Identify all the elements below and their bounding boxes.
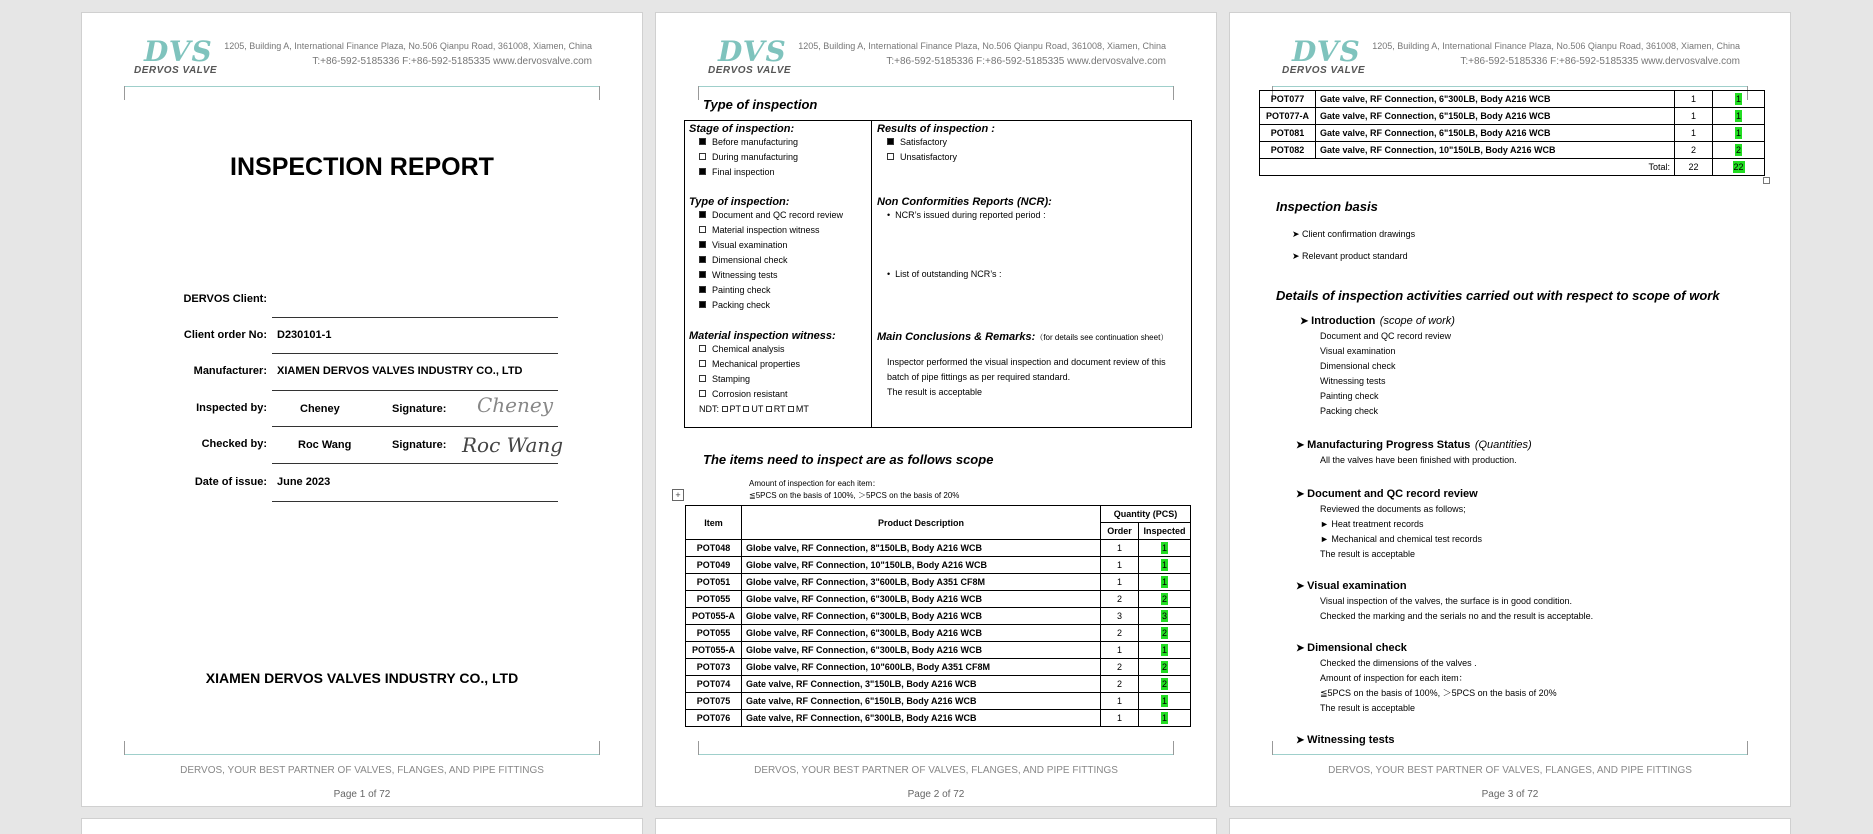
- inspected-rule: [272, 426, 558, 427]
- ndt-option: MT: [795, 404, 809, 414]
- footer-tagline: DERVOS, YOUR BEST PARTNER OF VALVES, FLANGES, AND PIPE FITTINGS: [180, 765, 544, 776]
- doc-arrow: ➤: [1296, 489, 1308, 500]
- basis-label: Relevant product standard: [1302, 251, 1408, 261]
- progress-text: All the valves have been finished with production.: [1320, 455, 1517, 465]
- dim-list: [1296, 656, 1770, 716]
- progress-block: [1296, 435, 1770, 468]
- total-inspected: 22: [1733, 162, 1744, 172]
- table-row: [1260, 108, 1765, 125]
- detail-line: The result is acceptable: [1320, 549, 1416, 559]
- order-qty: 2: [1101, 625, 1139, 642]
- inspected-qty: 2: [1161, 679, 1167, 689]
- inspected-qty: 1: [1735, 111, 1741, 121]
- unchecked-box-icon: [699, 345, 706, 352]
- inspected-value: Cheney: [300, 403, 340, 415]
- witness-title: Witnessing tests: [1307, 734, 1395, 746]
- intro-note: (scope of work): [1379, 315, 1455, 327]
- footer-divider: [698, 741, 1174, 755]
- unchecked-box-icon: [699, 390, 706, 397]
- items-scope-title: The items need to inspect are as follows scope: [703, 452, 994, 467]
- unchecked-box-icon: [887, 153, 894, 160]
- total-label: Total:: [1260, 159, 1675, 176]
- basis-list: [1292, 223, 1415, 267]
- signature-image-2: Roc Wang: [462, 433, 564, 457]
- result-item: [877, 150, 1187, 165]
- item-description: Gate valve, RF Connection, 6"150LB, Body A216 WCB: [1316, 125, 1675, 142]
- dim-arrow: ➤: [1296, 643, 1308, 654]
- items-table-body: [1260, 91, 1765, 159]
- inspected-qty: 1: [1161, 543, 1167, 553]
- inspected-cell: [1713, 91, 1765, 108]
- table-row: [686, 625, 1191, 642]
- unchecked-box-icon: [699, 153, 706, 160]
- inspected-cell: [1139, 608, 1191, 625]
- type-label: Witnessing tests: [712, 270, 778, 280]
- ndt-option: PT: [729, 404, 741, 414]
- item-code: POT048: [686, 540, 742, 557]
- signature-image-1: Cheney: [477, 393, 554, 417]
- type-label: Packing check: [712, 300, 771, 310]
- page-5-top: [655, 818, 1217, 834]
- detail-line: Document and QC record review: [1320, 331, 1452, 341]
- ncr-outstanding-text: List of outstanding NCR’s :: [895, 269, 1002, 279]
- header-address: 1205, Building A, International Finance Plaza, No.506 Qianpu Road, 361008, Xiamen, China: [798, 41, 1166, 51]
- type-label: Material inspection witness: [712, 225, 820, 235]
- type-item: [689, 283, 869, 298]
- detail-line: Witnessing tests: [1320, 376, 1386, 386]
- results-title: Results of inspection :: [877, 123, 995, 135]
- order-qty: 1: [1101, 574, 1139, 591]
- date-label: Date of issue:: [194, 476, 267, 488]
- item-code: POT055-A: [686, 608, 742, 625]
- result-label: Satisfactory: [900, 137, 948, 147]
- order-qty: 1: [1101, 710, 1139, 727]
- header-address: 1205, Building A, International Finance Plaza, No.506 Qianpu Road, 361008, Xiamen, China: [224, 41, 592, 51]
- table-row: [686, 540, 1191, 557]
- items-table: [685, 505, 1191, 727]
- item-code: POT055: [686, 591, 742, 608]
- unchecked-box-icon: [699, 375, 706, 382]
- item-description: Globe valve, RF Connection, 10"600LB, Body A351 CF8M: [742, 659, 1101, 676]
- col-quantity: Quantity (PCS): [1101, 506, 1191, 523]
- ndt-row: [689, 402, 869, 417]
- checked-box-icon: [699, 271, 706, 278]
- company-name: XIAMEN DERVOS VALVES INDUSTRY CO., LTD: [205, 670, 519, 686]
- header-address: 1205, Building A, International Finance Plaza, No.506 Qianpu Road, 361008, Xiamen, China: [1372, 41, 1740, 51]
- checked-box-icon: [699, 211, 706, 218]
- inspected-cell: [1139, 591, 1191, 608]
- visual-list: [1296, 594, 1770, 624]
- type-label: Visual examination: [712, 240, 788, 250]
- item-code: POT074: [686, 676, 742, 693]
- conclusions-section: [877, 327, 1189, 400]
- type-item: [689, 238, 869, 253]
- table-row: [686, 591, 1191, 608]
- ndt-option: RT: [773, 404, 786, 414]
- signature-label-1: Signature:: [392, 403, 447, 415]
- detail-line: Painting check: [1320, 391, 1379, 401]
- order-qty: 2: [1101, 591, 1139, 608]
- page-4-top: [81, 818, 643, 834]
- item-code: POT073: [686, 659, 742, 676]
- order-qty: 1: [1101, 540, 1139, 557]
- order-rule: [272, 353, 558, 354]
- detail-line: ► Mechanical and chemical test records: [1320, 534, 1482, 544]
- conclusions-title: Main Conclusions & Remarks:: [877, 331, 1036, 343]
- amount-line-1: Amount of inspection for each item：: [749, 479, 881, 488]
- conclusions-note: （for details see continuation sheet）: [1035, 333, 1169, 342]
- type-label: Painting check: [712, 285, 771, 295]
- type-list: [689, 208, 869, 313]
- result-item: [877, 135, 1187, 150]
- checked-box-icon: [699, 286, 706, 293]
- intro-list: [1300, 329, 1770, 419]
- col-inspected: Inspected: [1139, 523, 1191, 540]
- item-description: Gate valve, RF Connection, 6"150LB, Body A216 WCB: [1316, 108, 1675, 125]
- basis-item: [1292, 223, 1415, 245]
- stage-label: During manufacturing: [712, 152, 799, 162]
- progress-note: (Quantities): [1474, 439, 1532, 451]
- header-contact: T:+86-592-5185336 F:+86-592-5185335 www.dervosvalve.com: [1460, 56, 1740, 67]
- page-1: [81, 12, 643, 807]
- item-description: Gate valve, RF Connection, 6"300LB, Body A216 WCB: [1316, 91, 1675, 108]
- item-description: Globe valve, RF Connection, 6"300LB, Body A216 WCB: [742, 608, 1101, 625]
- doc-list: [1296, 502, 1770, 562]
- manufacturer-label: Manufacturer:: [193, 365, 267, 377]
- date-rule: [272, 501, 558, 502]
- total-inspected-cell: [1713, 159, 1765, 176]
- inspected-cell: [1713, 125, 1765, 142]
- order-qty: 2: [1675, 142, 1713, 159]
- table-row: [686, 557, 1191, 574]
- manufacturer-rule: [272, 390, 558, 391]
- logo-mark: DVS: [1292, 35, 1361, 68]
- detail-line: Dimensional check: [1320, 361, 1396, 371]
- item-code: POT049: [686, 557, 742, 574]
- item-code: POT075: [686, 693, 742, 710]
- type-label: Dimensional check: [712, 255, 788, 265]
- table-total-row: [1260, 159, 1765, 176]
- inspected-qty: 2: [1735, 145, 1741, 155]
- header-contact: T:+86-592-5185336 F:+86-592-5185335 www.dervosvalve.com: [886, 56, 1166, 67]
- client-label: DERVOS Client:: [183, 293, 267, 305]
- items-table-continued: [1259, 90, 1765, 176]
- order-qty: 1: [1101, 642, 1139, 659]
- checked-box-icon: [699, 138, 706, 145]
- item-description: Globe valve, RF Connection, 6"300LB, Body A216 WCB: [742, 625, 1101, 642]
- material-item: [689, 387, 869, 402]
- ndt-option: UT: [751, 404, 764, 414]
- logo-mark: DVS: [144, 35, 213, 68]
- inspected-cell: [1713, 108, 1765, 125]
- item-description: Globe valve, RF Connection, 8"150LB, Body A216 WCB: [742, 540, 1101, 557]
- inspected-qty: 1: [1161, 713, 1167, 723]
- date-value: June 2023: [277, 476, 331, 488]
- ndt-label: NDT:: [699, 404, 719, 414]
- col-order: Order: [1101, 523, 1139, 540]
- visual-arrow: ➤: [1296, 581, 1308, 592]
- checked-label: Checked by:: [201, 438, 267, 450]
- material-label: Corrosion resistant: [712, 389, 788, 399]
- witness-arrow: ➤: [1296, 735, 1308, 746]
- visual-block: [1296, 576, 1770, 624]
- amount-line-2: ≦5PCS on the basis of 100%, ＞5PCS on the basis of 20%: [749, 491, 960, 500]
- item-code: POT077-A: [1260, 108, 1316, 125]
- stage-item: [689, 165, 869, 180]
- arrow-bullet-icon: ➤: [1292, 229, 1303, 239]
- result-label: Unsatisfactory: [900, 152, 958, 162]
- header-contact: T:+86-592-5185336 F:+86-592-5185335 www.dervosvalve.com: [312, 56, 592, 67]
- order-qty: 1: [1675, 125, 1713, 142]
- ncr-title: Non Conformities Reports (NCR):: [877, 196, 1052, 208]
- manufacturer-value: XIAMEN DERVOS VALVES INDUSTRY CO., LTD: [277, 365, 523, 377]
- order-qty: 1: [1675, 108, 1713, 125]
- intro-block: [1300, 311, 1770, 419]
- header-divider: [124, 86, 600, 100]
- table-move-handle[interactable]: +: [672, 489, 684, 501]
- type-of-inspection-title: Type of inspection: [703, 97, 818, 112]
- material-label: Stamping: [712, 374, 751, 384]
- footer-tagline: DERVOS, YOUR BEST PARTNER OF VALVES, FLANGES, AND PIPE FITTINGS: [1328, 765, 1692, 776]
- ncr-issued-text: NCR’s issued during reported period :: [895, 210, 1046, 220]
- inspected-qty: 2: [1161, 628, 1167, 638]
- material-label: Chemical analysis: [712, 344, 785, 354]
- material-item: [689, 372, 869, 387]
- detail-line: The result is acceptable: [1320, 703, 1416, 713]
- page-2: [655, 12, 1217, 807]
- unchecked-box-icon: [788, 406, 794, 412]
- inspected-cell: [1139, 540, 1191, 557]
- intro-arrow: ➤: [1300, 316, 1312, 327]
- type-item: [689, 223, 869, 238]
- results-list: [877, 135, 1187, 165]
- box-divider: [871, 121, 872, 427]
- inspected-label: Inspected by:: [196, 402, 267, 414]
- order-qty: 1: [1675, 91, 1713, 108]
- unchecked-box-icon: [699, 226, 706, 233]
- visual-title: Visual examination: [1307, 580, 1407, 592]
- detail-line: Checked the dimensions of the valves .: [1320, 658, 1477, 668]
- amount-note: [749, 478, 959, 502]
- table-row: [686, 608, 1191, 625]
- conclusions-text-2: The result is acceptable: [887, 387, 983, 397]
- item-code: POT077: [1260, 91, 1316, 108]
- logo-mark: DVS: [718, 35, 787, 68]
- type-section: [689, 196, 869, 313]
- inspected-cell: [1139, 710, 1191, 727]
- total-order: 22: [1675, 159, 1713, 176]
- checked-box-icon: [887, 138, 894, 145]
- inspected-cell: [1139, 642, 1191, 659]
- arrow-bullet-icon: ➤: [1292, 251, 1303, 261]
- details-section: [1296, 311, 1770, 748]
- unchecked-box-icon: [699, 360, 706, 367]
- inspected-qty: 2: [1161, 662, 1167, 672]
- stage-label: Final inspection: [712, 167, 775, 177]
- inspected-qty: 2: [1161, 594, 1167, 604]
- unchecked-box-icon: [722, 406, 728, 412]
- inspected-qty: 1: [1161, 560, 1167, 570]
- unchecked-box-icon: [743, 406, 749, 412]
- detail-line: Reviewed the documents as follows;: [1320, 504, 1466, 514]
- order-qty: 2: [1101, 676, 1139, 693]
- type-item: [689, 208, 869, 223]
- progress-title: Manufacturing Progress Status: [1307, 439, 1471, 451]
- basis-item: [1292, 245, 1415, 267]
- item-description: Globe valve, RF Connection, 6"300LB, Body A216 WCB: [742, 591, 1101, 608]
- type-label: Document and QC record review: [712, 210, 844, 220]
- footer-divider: [1272, 741, 1748, 755]
- order-label: Client order No:: [183, 329, 267, 341]
- order-value: D230101-1: [277, 329, 332, 341]
- item-code: POT051: [686, 574, 742, 591]
- table-row: [686, 574, 1191, 591]
- page-number: Page 2 of 72: [907, 789, 965, 800]
- inspected-cell: [1139, 676, 1191, 693]
- checked-box-icon: [699, 256, 706, 263]
- intro-title: Introduction: [1311, 315, 1376, 327]
- col-description: Product Description: [742, 506, 1101, 540]
- item-description: Globe valve, RF Connection, 3"600LB, Body A351 CF8M: [742, 574, 1101, 591]
- inspected-cell: [1139, 557, 1191, 574]
- detail-line: Visual examination: [1320, 346, 1396, 356]
- detail-line: Amount of inspection for each item：: [1320, 673, 1468, 683]
- stage-item: [689, 150, 869, 165]
- stage-title: Stage of inspection:: [689, 123, 795, 135]
- material-section: [689, 330, 869, 417]
- checked-box-icon: [699, 168, 706, 175]
- inspected-cell: [1139, 625, 1191, 642]
- item-code: POT082: [1260, 142, 1316, 159]
- page-6-top: [1229, 818, 1791, 834]
- page-3: [1229, 12, 1791, 807]
- client-rule: [272, 317, 558, 318]
- ndt-list: [722, 404, 809, 414]
- detail-line: ≦5PCS on the basis of 100%, ＞5PCS on the basis of 20%: [1320, 688, 1557, 698]
- ncr-issued: • NCR’s issued during reported period :: [887, 210, 1046, 220]
- ncr-outstanding: • List of outstanding NCR’s :: [887, 269, 1002, 279]
- item-code: POT055-A: [686, 642, 742, 659]
- page-number: Page 3 of 72: [1481, 789, 1539, 800]
- inspected-qty: 1: [1161, 696, 1167, 706]
- type-item: [689, 268, 869, 283]
- item-description: Globe valve, RF Connection, 10"150LB, Body A216 WCB: [742, 557, 1101, 574]
- ncr-section: [877, 196, 1187, 282]
- col-item: Item: [686, 506, 742, 540]
- logo-text: DERVOS VALVE: [1282, 65, 1366, 76]
- logo-text: DERVOS VALVE: [134, 65, 218, 76]
- order-qty: 1: [1101, 557, 1139, 574]
- doc-review-block: [1296, 484, 1770, 562]
- doc-title: Document and QC record review: [1307, 488, 1478, 500]
- type-sub-title: Type of inspection:: [689, 196, 790, 208]
- dim-title: Dimensional check: [1307, 642, 1407, 654]
- inspected-cell: [1139, 574, 1191, 591]
- item-description: Gate valve, RF Connection, 6"300LB, Body A216 WCB: [742, 710, 1101, 727]
- material-item: [689, 342, 869, 357]
- results-section: [877, 123, 1187, 165]
- detail-line: Visual inspection of the valves, the surface is in good condition.: [1320, 596, 1572, 606]
- checked-box-icon: [699, 301, 706, 308]
- item-code: POT081: [1260, 125, 1316, 142]
- item-description: Globe valve, RF Connection, 6"300LB, Body A216 WCB: [742, 642, 1101, 659]
- material-title: Material inspection witness:: [689, 330, 836, 342]
- material-list: [689, 342, 869, 402]
- checked-rule: [272, 463, 558, 464]
- stage-list: [689, 135, 869, 180]
- item-code: POT076: [686, 710, 742, 727]
- checked-value: Roc Wang: [298, 439, 352, 451]
- footer-divider: [124, 741, 600, 755]
- inspected-qty: 1: [1161, 577, 1167, 587]
- items-table-body: [686, 540, 1191, 727]
- stage-label: Before manufacturing: [712, 137, 799, 147]
- inspected-qty: 1: [1161, 645, 1167, 655]
- order-qty: 1: [1101, 693, 1139, 710]
- table-row: [686, 642, 1191, 659]
- item-description: Gate valve, RF Connection, 10"150LB, Body A216 WCB: [1316, 142, 1675, 159]
- inspected-cell: [1713, 142, 1765, 159]
- stage-item: [689, 135, 869, 150]
- signature-label-2: Signature:: [392, 439, 447, 451]
- conclusions-text-1: Inspector performed the visual inspection and document review of this batch of pipe fittings as per required standard.: [887, 357, 1166, 382]
- table-row: [1260, 125, 1765, 142]
- detail-line: Checked the marking and the serials no and the result is acceptable.: [1320, 611, 1594, 621]
- material-item: [689, 357, 869, 372]
- basis-label: Client confirmation drawings: [1302, 229, 1416, 239]
- detail-line: Packing check: [1320, 406, 1379, 416]
- table-row: [1260, 91, 1765, 108]
- material-label: Mechanical properties: [712, 359, 801, 369]
- type-item: [689, 253, 869, 268]
- type-item: [689, 298, 869, 313]
- progress-arrow: ➤: [1296, 440, 1308, 451]
- order-qty: 2: [1101, 659, 1139, 676]
- page-number: Page 1 of 72: [333, 789, 391, 800]
- stage-section: [689, 123, 869, 180]
- inspected-qty: 1: [1735, 128, 1741, 138]
- inspection-basis-title: Inspection basis: [1276, 199, 1378, 214]
- table-resize-handle[interactable]: [1763, 177, 1770, 184]
- inspected-qty: 3: [1161, 611, 1167, 621]
- item-description: Gate valve, RF Connection, 6"150LB, Body A216 WCB: [742, 693, 1101, 710]
- table-row: [686, 710, 1191, 727]
- inspected-cell: [1139, 659, 1191, 676]
- report-title: INSPECTION REPORT: [230, 153, 494, 181]
- checked-box-icon: [699, 241, 706, 248]
- inspected-qty: 1: [1735, 94, 1741, 104]
- logo-text: DERVOS VALVE: [708, 65, 792, 76]
- unchecked-box-icon: [766, 406, 772, 412]
- item-code: POT055: [686, 625, 742, 642]
- order-qty: 3: [1101, 608, 1139, 625]
- dimensional-block: [1296, 638, 1770, 716]
- details-title: Details of inspection activities carried out with respect to scope of work: [1276, 288, 1720, 303]
- table-row: [686, 676, 1191, 693]
- table-row: [686, 659, 1191, 676]
- table-row: [1260, 142, 1765, 159]
- inspection-box: [684, 120, 1192, 428]
- footer-tagline: DERVOS, YOUR BEST PARTNER OF VALVES, FLANGES, AND PIPE FITTINGS: [754, 765, 1118, 776]
- item-description: Gate valve, RF Connection, 3"150LB, Body A216 WCB: [742, 676, 1101, 693]
- table-row: [686, 693, 1191, 710]
- detail-line: ► Heat treatment records: [1320, 519, 1424, 529]
- inspected-cell: [1139, 693, 1191, 710]
